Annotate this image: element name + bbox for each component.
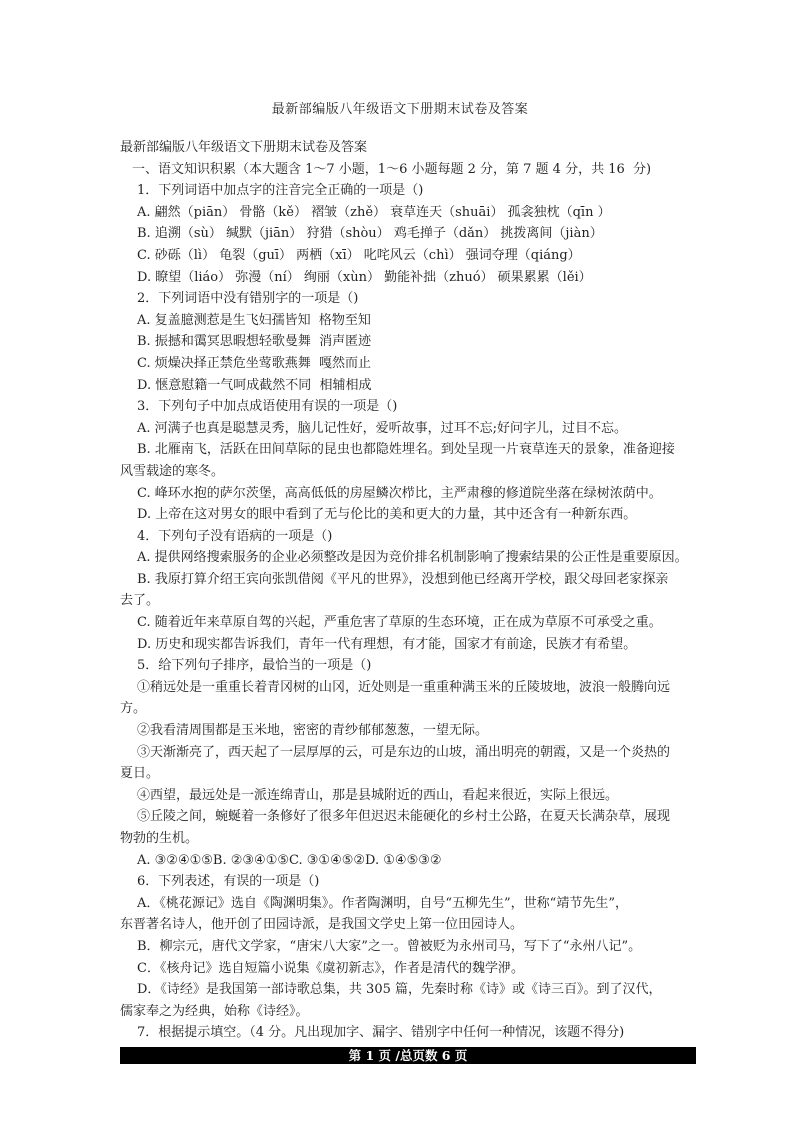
text-line: 1．下列词语中加点字的注音完全正确的一项是（) (137, 183, 424, 199)
text-line: ④西望，最远处是一派连绵青山，那是县城附近的西山，看起来很近，实际上很远。 (137, 787, 619, 803)
text-line: 2．下列词语中没有错别字的一项是（) (137, 291, 359, 307)
text-line: B. 北雁南飞，活跃在田间草际的昆虫也都隐姓埋名。到处呈现一片衰草连天的景象，准备迎接 (137, 442, 675, 458)
text-line: A. 复盖臆测惹是生飞妇孺皆知 格物至知 (137, 312, 371, 328)
document-body (120, 137, 695, 1044)
text-line: C．《核舟记》选自短篇小说集《虞初新志》，作者是清代的魏学洢。 (137, 960, 524, 976)
text-line: 去了。 (120, 593, 160, 609)
text-line: ⑤丘陵之间，蜿蜒着一条修好了很多年但迟迟未能硬化的乡村土公路，在夏天长满杂草，展现 (137, 809, 671, 825)
text-line: C. 烦燥决择正禁危坐莺歌燕舞 嘎然而止 (137, 355, 372, 371)
text-line: 7．根据提示填空。（4 分。凡出现加字、漏字、错别字中任何一种情况，该题不得分) (137, 1025, 625, 1041)
text-line: D. 上帝在这对男女的眼中看到了无与伦比的美和更大的力量，其中还含有一种新东西。 (137, 507, 637, 523)
text-line: 方。 (120, 701, 147, 717)
text-line: A. 河满子也真是聪慧灵秀，脑儿记性好，爱听故事，过耳不忘;好问字儿，过目不忘。 (137, 420, 628, 436)
text-line: D. 历史和现实都告诉我们，青年一代有理想，有才能，国家才有前途，民族才有希望。 (137, 636, 637, 652)
text-line: D. 瞭望（liáo） 弥漫（ní） 绚丽（xùn） 勤能补拙（zhuó） 硕果累累（lěi） (137, 269, 592, 285)
text-line: 物勃的生机。 (120, 831, 199, 846)
text-line: 儒家奉之为经典，始称《诗经》。 (120, 1003, 309, 1019)
text-line: A．《桃花源记》选自《陶渊明集》。作者陶渊明，自号“五柳先生”，世称“靖节先生”， (137, 895, 628, 911)
text-line: A. 翩然（piān） 骨骼（kě） 褶皱（zhě） 衰草连天（shuāi） 孤衾独枕（qīn ） (137, 204, 611, 220)
text-line: 风雪载途的寒冬。 (120, 463, 225, 479)
text-line: ③天渐渐亮了，西天起了一层厚厚的云，可是东边的山坡，涌出明亮的朝霞，又是一个炎热的 (137, 744, 671, 760)
text-line: B. 追溯（sù） 缄默（jiān） 狩猎（shòu） 鸡毛掸子（dǎn） 挑拨离间（jiàn） (137, 226, 603, 242)
text-line: 4．下列句子没有语病的一项是（) (137, 528, 333, 544)
page-footer: 第 1 页 /总页数 6 页 (120, 1047, 696, 1064)
text-line: C. 随着近年来草原自驾的兴起，严重危害了草原的生态环境，正在成为草原不可承受之重。 (137, 615, 662, 631)
text-line: B. 振撼和霭冥思暇想轻歌曼舞 消声匿迹 (137, 334, 372, 350)
text-line: D．《诗经》是我国第一部诗歌总集，共 305 篇，先秦时称《诗》或《诗三百》。到了汉代， (137, 982, 662, 998)
text-line: C. 砂砾（lì） 龟裂（guī） 两栖（xī） 叱咤风云（chì） 强词夺理（qiáng） (137, 247, 581, 263)
text-line: 5．给下列句子排序，最恰当的一项是（) (137, 658, 372, 674)
text-line: B. 我原打算介绍王宾向张凯借阅《平凡的世界》，没想到他已经离开学校，跟父母回老家探亲 (137, 571, 669, 587)
text-line: C. 峰环水抱的萨尔茨堡，高高低低的房屋鳞次栉比，主严肃穆的修道院坐落在绿树浓荫中。 (137, 485, 662, 501)
text-line: 夏日。 (120, 766, 160, 782)
text-line: 最新部编版八年级语文下册期末试卷及答案 (120, 140, 368, 155)
text-line: 一、语文知识积累（本大题含 1～7 小题，1～6 小题每题 2 分，第 7 题 4 分，共 16 分) (132, 161, 652, 177)
text-line: 6．下列表述，有误的一项是（) (137, 874, 320, 890)
text-line: ①稍远处是一重重长着青冈树的山冈，近处则是一重重种满玉米的丘陵坡地，波浪一般腾向远 (137, 679, 671, 695)
text-line: A. 提供网络搜索服务的企业必须整改是因为竞价排名机制影响了搜索结果的公正性是重要原因。 (137, 550, 688, 566)
text-line: ②我看清周围都是玉米地，密密的青纱郁郁葱葱，一望无际。 (137, 723, 489, 739)
text-line: D. 惬意慰籍一气呵成截然不同 相辅相成 (137, 377, 372, 393)
text-line: 3．下列句子中加点成语使用有误的一项是（) (137, 399, 398, 415)
text-line: A. ③②④①⑤B. ②③④①⑤C. ③①④⑤②D. ①④⑤③② (137, 852, 442, 868)
page-title: 最新部编版八年级语文下册期末试卷及答案 (271, 102, 529, 117)
text-line: 东晋著名诗人，他开创了田园诗派，是我国文学史上第一位田园诗人。 (120, 917, 524, 933)
text-line: B．柳宗元，唐代文学家，“唐宋八大家”之一。曾被贬为永州司马，写下了“永州八记”。 (137, 938, 642, 954)
